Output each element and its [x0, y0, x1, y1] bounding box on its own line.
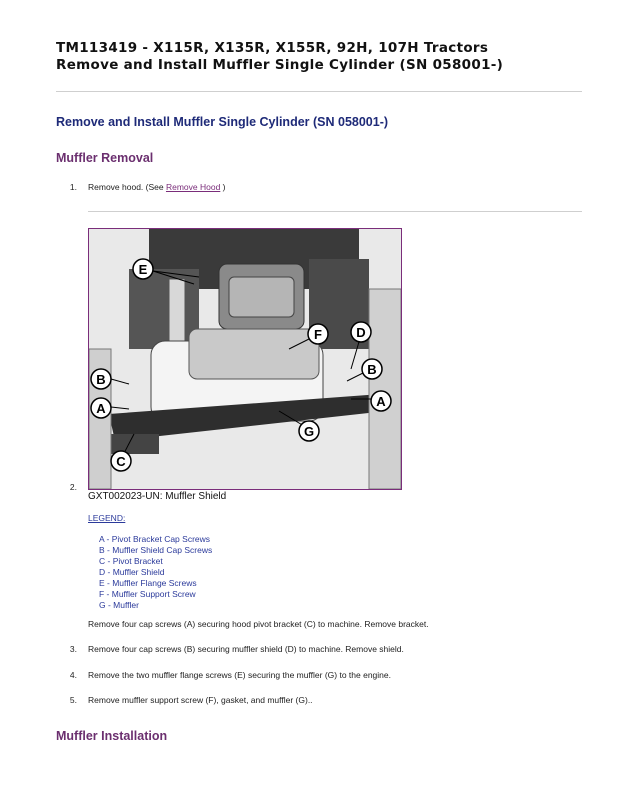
legend-item: F - Muffler Support Screw	[99, 589, 196, 599]
callout-b-left	[91, 369, 111, 389]
step-divider	[88, 211, 582, 212]
callout-e-label: E	[138, 262, 148, 277]
legend-item: C - Pivot Bracket	[99, 556, 163, 566]
callout-a-right	[371, 391, 391, 411]
removal-heading: Muffler Removal	[56, 151, 154, 165]
callout-a-left	[91, 398, 111, 418]
muffler-shield-figure	[88, 228, 402, 490]
step-1	[88, 182, 226, 192]
callout-c-label: C	[116, 454, 126, 469]
callout-d-label: D	[356, 325, 366, 340]
callout-g	[299, 421, 319, 441]
callout-c	[111, 451, 131, 471]
callout-g-label: G	[303, 424, 315, 439]
step-1-text-end: )	[220, 182, 226, 192]
callout-b-label: B	[96, 372, 106, 387]
callout-a-label: A	[376, 394, 386, 409]
legend-item: E - Muffler Flange Screws	[99, 578, 197, 588]
step-number: 1.	[69, 182, 77, 192]
legend-title: LEGEND:	[88, 513, 126, 523]
legend-item: A - Pivot Bracket Cap Screws	[99, 534, 211, 544]
step-3-text: Remove four cap screws (B) securing muffler shield (D) to machine. Remove shield.	[88, 644, 404, 654]
title-line-2: Remove and Install Muffler Single Cylinder (SN 058001-)	[56, 57, 504, 73]
document-title	[56, 40, 596, 74]
legend-item: B - Muffler Shield Cap Screws	[99, 545, 213, 555]
callout-f-label: F	[314, 327, 322, 342]
callout-b-label: B	[367, 362, 377, 377]
step-number: 5.	[69, 695, 77, 705]
step-5-text: Remove muffler support screw (F), gasket, and muffler (G)..	[88, 695, 313, 705]
callout-f	[308, 324, 328, 344]
divider	[56, 91, 582, 92]
figure-caption: GXT002023-UN: Muffler Shield	[88, 491, 227, 502]
callout-b-right	[362, 359, 382, 379]
muffler-illustration	[89, 229, 401, 489]
remove-hood-link[interactable]: Remove Hood	[165, 182, 221, 192]
callout-a-label: A	[96, 401, 106, 416]
step-number: 2.	[69, 482, 77, 492]
step-1-text: Remove hood. (See	[88, 182, 166, 192]
callout-d	[351, 322, 371, 342]
step-number: 3.	[69, 644, 77, 654]
title-line-1: TM113419 - X115R, X135R, X155R, 92H, 107H Tractors	[56, 40, 489, 56]
step-4-text: Remove the two muffler flange screws (E) securing the muffler (G) to the engine.	[88, 670, 391, 680]
legend-item: G - Muffler	[99, 600, 139, 610]
installation-heading: Muffler Installation	[56, 729, 168, 743]
section-title: Remove and Install Muffler Single Cylinder (SN 058001-)	[56, 115, 389, 129]
step-2-text: Remove four cap screws (A) securing hood pivot bracket (C) to machine. Remove bracket.	[88, 619, 429, 629]
step-number: 4.	[69, 670, 77, 680]
callout-e	[133, 259, 153, 279]
legend-item: D - Muffler Shield	[99, 567, 165, 577]
